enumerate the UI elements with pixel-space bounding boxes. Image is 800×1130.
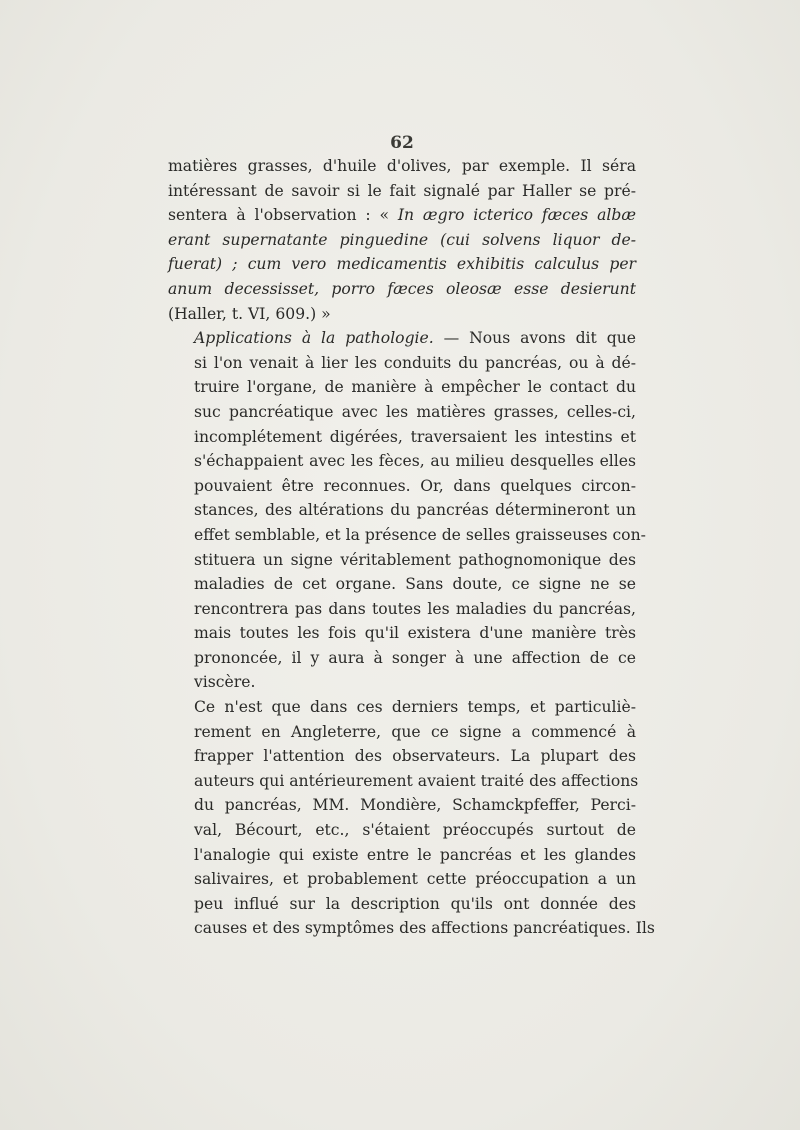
text-line: [168, 400, 636, 425]
text-segment: effet semblable, et la présence de selles graisseuses con-: [194, 525, 646, 544]
text-segment: pouvaient être reconnues. Or, dans quelques circon-: [194, 476, 636, 495]
text-line: [168, 548, 636, 573]
page-number: 62: [390, 133, 414, 153]
text-line: [168, 277, 636, 302]
text-line: [168, 867, 636, 892]
text-line: [168, 621, 636, 646]
text-line: [168, 474, 636, 499]
text-segment: incomplétement digérées, traversaient les intestins et: [194, 427, 636, 446]
text-line: [168, 670, 636, 695]
text-segment: auteurs qui antérieurement avaient traité des affections: [194, 771, 639, 790]
text-segment: maladies de cet organe. Sans doute, ce signe ne se: [194, 575, 636, 594]
text-segment: rement en Angleterre, que ce signe a commencé à: [194, 722, 636, 741]
text-segment: peu influé sur la description qu'ils ont donnée des: [194, 894, 636, 913]
text-line: [168, 892, 636, 917]
text-line: [168, 498, 636, 523]
text-line: [168, 154, 636, 179]
text-segment: causes et des symptômes des affections pancréatiques. Ils: [194, 919, 655, 938]
text-line: [168, 843, 636, 868]
italic-text: fuerat) ; cum vero medicamentis exhibitis calculus per: [168, 255, 636, 274]
text-line: [168, 720, 636, 745]
text-segment: val, Bécourt, etc., s'étaient préoccupés surtout de: [194, 821, 636, 840]
text-line: [168, 179, 636, 204]
paragraph: [168, 695, 655, 941]
paragraph: [168, 154, 636, 326]
text-line: [168, 597, 636, 622]
text-segment: du pancréas, MM. Mondière, Schamckpfeffer, Perci-: [194, 796, 636, 815]
text-line: [168, 326, 636, 351]
text-line: [168, 425, 636, 450]
italic-text: Applications à la pathologie.: [194, 329, 434, 348]
text-segment: rencontrera pas dans toutes les maladies du pancréas,: [194, 599, 636, 618]
text-segment: intéressant de savoir si le fait signalé par Haller se pré-: [168, 181, 636, 200]
text-line: [168, 523, 646, 548]
text-segment: frapper l'attention des observateurs. La plupart des: [194, 747, 636, 766]
text-line: [168, 351, 636, 376]
text-line: [168, 375, 636, 400]
text-segment: matières grasses, d'huile d'olives, par exemple. Il séra: [168, 157, 636, 175]
text-line: [168, 744, 636, 769]
text-segment: sentera à l'observation : «: [168, 206, 398, 225]
text-segment: s'échappaient avec les fèces, au milieu desquelles elles: [194, 452, 636, 471]
text-segment: (Haller, t. VI, 609.) »: [168, 304, 331, 323]
italic-text: anum decessisset, porro fæces oleosæ esse desierunt: [168, 279, 636, 298]
italic-text: In ægro icterico fæces albæ: [397, 206, 636, 225]
text-line: [168, 203, 636, 228]
text-line: [168, 695, 636, 720]
text-line: [168, 646, 636, 671]
text-line: [168, 252, 636, 277]
text-line: [168, 916, 655, 941]
text-segment: viscère.: [194, 673, 256, 692]
text-segment: si l'on venait à lier les conduits du pancréas, ou à dé-: [194, 353, 636, 372]
italic-text: erant supernatante pinguedine (cui solvens liquor de-: [168, 230, 636, 249]
text-line: [168, 769, 639, 794]
text-line: [168, 302, 636, 327]
text-segment: — Nous avons dit que: [433, 329, 636, 348]
body-text: [168, 154, 655, 941]
text-segment: l'analogie qui existe entre le pancréas et les glandes: [194, 845, 636, 864]
text-segment: prononcée, il y aura à songer à une affection de ce: [194, 648, 636, 667]
paragraph: [168, 326, 646, 695]
text-segment: truire l'organe, de manière à empêcher le contact du: [194, 378, 636, 397]
text-segment: salivaires, et probablement cette préoccupation a un: [194, 870, 636, 889]
text-line: [168, 449, 636, 474]
text-line: [168, 572, 636, 597]
text-segment: stances, des altérations du pancréas détermineront un: [194, 501, 636, 520]
text-segment: suc pancréatique avec les matières grasses, celles-ci,: [194, 402, 636, 421]
text-line: [168, 818, 636, 843]
text-line: [168, 793, 636, 818]
text-segment: Ce n'est que dans ces derniers temps, et particuliè-: [194, 698, 636, 717]
text-segment: stituera un signe véritablement pathognomonique des: [194, 550, 636, 569]
text-line: [168, 228, 636, 253]
text-segment: mais toutes les fois qu'il existera d'une manière très: [194, 624, 636, 643]
